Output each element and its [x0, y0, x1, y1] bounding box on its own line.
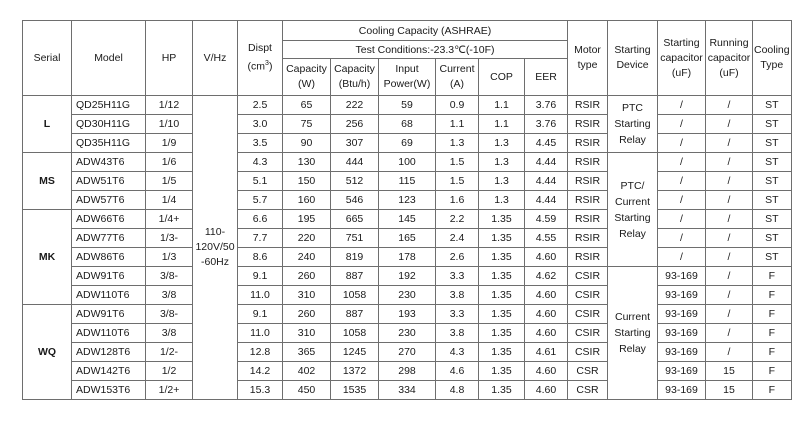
- running-capacitor-cell: /: [706, 248, 753, 267]
- header-starting-device: Starting Device: [608, 21, 658, 96]
- cop-cell: 1.35: [479, 381, 525, 400]
- running-capacitor-cell: /: [706, 286, 753, 305]
- running-capacitor-cell: /: [706, 343, 753, 362]
- header-running-capacitor: Running capacitor (uF): [706, 21, 753, 96]
- cap-w-cell: 260: [283, 305, 331, 324]
- motor-cell: RSIR: [568, 172, 608, 191]
- running-capacitor-cell: /: [706, 324, 753, 343]
- disp-cell: 2.5: [238, 96, 283, 115]
- cap-w-cell: 365: [283, 343, 331, 362]
- motor-cell: CSIR: [568, 286, 608, 305]
- disp-cell: 9.1: [238, 267, 283, 286]
- input-cell: 298: [379, 362, 436, 381]
- eer-cell: 4.44: [525, 153, 568, 172]
- cap-w-cell: 450: [283, 381, 331, 400]
- current-cell: 2.6: [436, 248, 479, 267]
- starting-capacitor-cell: /: [658, 191, 706, 210]
- serial-cell: MK: [23, 210, 72, 305]
- starting-capacitor-cell: 93-169: [658, 381, 706, 400]
- motor-cell: RSIR: [568, 134, 608, 153]
- cap-btu-cell: 887: [331, 305, 379, 324]
- cooling-type-cell: ST: [753, 191, 792, 210]
- motor-cell: CSIR: [568, 267, 608, 286]
- header-displacement: [238, 21, 283, 96]
- motor-cell: CSIR: [568, 324, 608, 343]
- cap-w-cell: 130: [283, 153, 331, 172]
- eer-cell: 4.60: [525, 324, 568, 343]
- eer-cell: 4.60: [525, 305, 568, 324]
- cooling-type-cell: F: [753, 343, 792, 362]
- eer-cell: 3.76: [525, 96, 568, 115]
- header-test-conditions: Test Conditions:-23.3℃(-10F): [283, 41, 568, 59]
- cap-w-cell: 65: [283, 96, 331, 115]
- cap-w-cell: 195: [283, 210, 331, 229]
- cap-w-cell: 402: [283, 362, 331, 381]
- model-cell: ADW91T6: [72, 305, 146, 324]
- header-cooling-capacity: Cooling Capacity (ASHRAE): [283, 21, 568, 41]
- running-capacitor-cell: /: [706, 267, 753, 286]
- current-cell: 1.1: [436, 115, 479, 134]
- disp-cell: 6.6: [238, 210, 283, 229]
- starting-capacitor-cell: 93-169: [658, 267, 706, 286]
- hp-cell: 1/12: [146, 96, 193, 115]
- cop-cell: 1.35: [479, 229, 525, 248]
- cop-cell: 1.3: [479, 134, 525, 153]
- model-cell: ADW110T6: [72, 286, 146, 305]
- cop-cell: 1.35: [479, 267, 525, 286]
- cooling-type-cell: ST: [753, 248, 792, 267]
- current-cell: 4.6: [436, 362, 479, 381]
- header-displacement-sup: 3: [265, 60, 269, 68]
- eer-cell: 4.45: [525, 134, 568, 153]
- spec-table-container: [22, 20, 792, 400]
- motor-cell: RSIR: [568, 191, 608, 210]
- starting-capacitor-cell: /: [658, 134, 706, 153]
- current-cell: 2.2: [436, 210, 479, 229]
- motor-cell: CSIR: [568, 343, 608, 362]
- starting-capacitor-cell: 93-169: [658, 324, 706, 343]
- motor-cell: RSIR: [568, 115, 608, 134]
- table-row: [23, 381, 792, 400]
- cop-cell: 1.35: [479, 210, 525, 229]
- motor-cell: CSIR: [568, 305, 608, 324]
- header-serial: Serial: [23, 21, 72, 96]
- cap-w-cell: 310: [283, 286, 331, 305]
- cop-cell: 1.1: [479, 96, 525, 115]
- eer-cell: 4.44: [525, 172, 568, 191]
- disp-cell: 7.7: [238, 229, 283, 248]
- running-capacitor-cell: 15: [706, 362, 753, 381]
- cop-cell: 1.35: [479, 324, 525, 343]
- hp-cell: 3/8: [146, 324, 193, 343]
- cap-w-cell: 75: [283, 115, 331, 134]
- cop-cell: 1.35: [479, 248, 525, 267]
- cap-btu-cell: 222: [331, 96, 379, 115]
- starting-capacitor-cell: 93-169: [658, 305, 706, 324]
- cap-w-cell: 310: [283, 324, 331, 343]
- cooling-type-cell: F: [753, 381, 792, 400]
- input-cell: 334: [379, 381, 436, 400]
- cap-btu-cell: 1535: [331, 381, 379, 400]
- hp-cell: 1/2: [146, 362, 193, 381]
- header-eer: EER: [525, 59, 568, 96]
- model-cell: ADW142T6: [72, 362, 146, 381]
- cap-btu-cell: 1058: [331, 324, 379, 343]
- running-capacitor-cell: 15: [706, 381, 753, 400]
- table-row: [23, 115, 792, 134]
- current-cell: 1.3: [436, 134, 479, 153]
- model-cell: ADW128T6: [72, 343, 146, 362]
- cap-w-cell: 220: [283, 229, 331, 248]
- vhz-cell: 110- 120V/50 -60Hz: [193, 96, 238, 400]
- eer-cell: 4.59: [525, 210, 568, 229]
- model-cell: ADW86T6: [72, 248, 146, 267]
- starting-device-cell: Current Starting Relay: [608, 267, 658, 400]
- model-cell: QD35H11G: [72, 134, 146, 153]
- eer-cell: 4.44: [525, 191, 568, 210]
- header-vhz: V/Hz: [193, 21, 238, 96]
- disp-cell: 15.3: [238, 381, 283, 400]
- eer-cell: 3.76: [525, 115, 568, 134]
- running-capacitor-cell: /: [706, 115, 753, 134]
- eer-cell: 4.60: [525, 286, 568, 305]
- input-cell: 165: [379, 229, 436, 248]
- hp-cell: 1/4: [146, 191, 193, 210]
- cop-cell: 1.35: [479, 343, 525, 362]
- cop-cell: 1.3: [479, 191, 525, 210]
- eer-cell: 4.60: [525, 248, 568, 267]
- header-input-power: Input Power(W): [379, 59, 436, 96]
- model-cell: QD25H11G: [72, 96, 146, 115]
- input-cell: 68: [379, 115, 436, 134]
- header-current: Current (A): [436, 59, 479, 96]
- table-row: [23, 324, 792, 343]
- header-cop: COP: [479, 59, 525, 96]
- cooling-type-cell: ST: [753, 210, 792, 229]
- hp-cell: 1/6: [146, 153, 193, 172]
- cooling-type-cell: ST: [753, 229, 792, 248]
- header-displacement-unit: (cm: [247, 60, 266, 73]
- cooling-type-cell: F: [753, 324, 792, 343]
- disp-cell: 12.8: [238, 343, 283, 362]
- input-cell: 59: [379, 96, 436, 115]
- running-capacitor-cell: /: [706, 172, 753, 191]
- hp-cell: 1/5: [146, 172, 193, 191]
- disp-cell: 8.6: [238, 248, 283, 267]
- hp-cell: 1/9: [146, 134, 193, 153]
- input-cell: 178: [379, 248, 436, 267]
- input-cell: 193: [379, 305, 436, 324]
- current-cell: 1.6: [436, 191, 479, 210]
- current-cell: 1.5: [436, 172, 479, 191]
- hp-cell: 1/2-: [146, 343, 193, 362]
- eer-cell: 4.60: [525, 381, 568, 400]
- cooling-type-cell: ST: [753, 153, 792, 172]
- cooling-type-cell: ST: [753, 115, 792, 134]
- running-capacitor-cell: /: [706, 153, 753, 172]
- hp-cell: 1/3: [146, 248, 193, 267]
- header-model: Model: [72, 21, 146, 96]
- starting-capacitor-cell: /: [658, 210, 706, 229]
- motor-cell: RSIR: [568, 248, 608, 267]
- cooling-type-cell: F: [753, 286, 792, 305]
- table-row: [23, 362, 792, 381]
- hp-cell: 1/3-: [146, 229, 193, 248]
- starting-device-cell: PTC Starting Relay: [608, 96, 658, 153]
- model-cell: ADW110T6: [72, 324, 146, 343]
- disp-cell: 3.0: [238, 115, 283, 134]
- starting-capacitor-cell: 93-169: [658, 343, 706, 362]
- model-cell: QD30H11G: [72, 115, 146, 134]
- eer-cell: 4.60: [525, 362, 568, 381]
- header-displacement-close: ): [268, 60, 273, 73]
- eer-cell: 4.61: [525, 343, 568, 362]
- table-row: [23, 229, 792, 248]
- eer-cell: 4.55: [525, 229, 568, 248]
- model-cell: ADW57T6: [72, 191, 146, 210]
- current-cell: 3.3: [436, 305, 479, 324]
- input-cell: 230: [379, 286, 436, 305]
- starting-capacitor-cell: /: [658, 96, 706, 115]
- header-motor-type: Motor type: [568, 21, 608, 96]
- table-row: [23, 96, 792, 115]
- model-cell: ADW66T6: [72, 210, 146, 229]
- cap-btu-cell: 512: [331, 172, 379, 191]
- cop-cell: 1.3: [479, 172, 525, 191]
- header-capacity-btu: Capacity (Btu/h): [331, 59, 379, 96]
- starting-capacitor-cell: /: [658, 229, 706, 248]
- cap-w-cell: 150: [283, 172, 331, 191]
- disp-cell: 11.0: [238, 286, 283, 305]
- running-capacitor-cell: /: [706, 134, 753, 153]
- header-hp: HP: [146, 21, 193, 96]
- current-cell: 3.8: [436, 286, 479, 305]
- model-cell: ADW91T6: [72, 267, 146, 286]
- cap-btu-cell: 1372: [331, 362, 379, 381]
- table-row: [23, 267, 792, 286]
- input-cell: 230: [379, 324, 436, 343]
- cap-btu-cell: 819: [331, 248, 379, 267]
- cap-w-cell: 260: [283, 267, 331, 286]
- serial-cell: MS: [23, 153, 72, 210]
- table-row: [23, 191, 792, 210]
- hp-cell: 3/8-: [146, 305, 193, 324]
- cooling-type-cell: ST: [753, 96, 792, 115]
- cooling-type-cell: F: [753, 362, 792, 381]
- current-cell: 4.3: [436, 343, 479, 362]
- starting-capacitor-cell: /: [658, 248, 706, 267]
- hp-cell: 3/8-: [146, 267, 193, 286]
- starting-capacitor-cell: 93-169: [658, 362, 706, 381]
- cap-btu-cell: 1245: [331, 343, 379, 362]
- table-row: [23, 286, 792, 305]
- cap-btu-cell: 307: [331, 134, 379, 153]
- cooling-type-cell: ST: [753, 134, 792, 153]
- cooling-type-cell: F: [753, 267, 792, 286]
- table-row: [23, 248, 792, 267]
- cap-btu-cell: 887: [331, 267, 379, 286]
- running-capacitor-cell: /: [706, 191, 753, 210]
- header-starting-capacitor: Starting capacitor (uF): [658, 21, 706, 96]
- starting-device-cell: PTC/ Current Starting Relay: [608, 153, 658, 267]
- cap-btu-cell: 1058: [331, 286, 379, 305]
- cop-cell: 1.3: [479, 153, 525, 172]
- table-row: [23, 210, 792, 229]
- serial-cell: WQ: [23, 305, 72, 400]
- cap-btu-cell: 256: [331, 115, 379, 134]
- current-cell: 0.9: [436, 96, 479, 115]
- header-capacity-w: Capacity (W): [283, 59, 331, 96]
- table-row: [23, 172, 792, 191]
- cap-btu-cell: 444: [331, 153, 379, 172]
- disp-cell: 3.5: [238, 134, 283, 153]
- input-cell: 192: [379, 267, 436, 286]
- cooling-type-cell: ST: [753, 172, 792, 191]
- header-cooling-type: Cooling Type: [753, 21, 792, 96]
- running-capacitor-cell: /: [706, 210, 753, 229]
- current-cell: 2.4: [436, 229, 479, 248]
- cap-btu-cell: 751: [331, 229, 379, 248]
- table-row: [23, 153, 792, 172]
- input-cell: 69: [379, 134, 436, 153]
- running-capacitor-cell: /: [706, 96, 753, 115]
- starting-capacitor-cell: /: [658, 172, 706, 191]
- running-capacitor-cell: /: [706, 229, 753, 248]
- motor-cell: RSIR: [568, 96, 608, 115]
- serial-cell: L: [23, 96, 72, 153]
- current-cell: 3.3: [436, 267, 479, 286]
- disp-cell: 9.1: [238, 305, 283, 324]
- disp-cell: 14.2: [238, 362, 283, 381]
- table-row: [23, 305, 792, 324]
- motor-cell: RSIR: [568, 229, 608, 248]
- input-cell: 145: [379, 210, 436, 229]
- model-cell: ADW51T6: [72, 172, 146, 191]
- table-row: [23, 343, 792, 362]
- motor-cell: CSR: [568, 362, 608, 381]
- motor-cell: RSIR: [568, 153, 608, 172]
- cap-w-cell: 90: [283, 134, 331, 153]
- motor-cell: CSR: [568, 381, 608, 400]
- hp-cell: 1/10: [146, 115, 193, 134]
- disp-cell: 11.0: [238, 324, 283, 343]
- disp-cell: 5.1: [238, 172, 283, 191]
- cop-cell: 1.35: [479, 362, 525, 381]
- current-cell: 4.8: [436, 381, 479, 400]
- input-cell: 123: [379, 191, 436, 210]
- compressor-spec-table: [22, 20, 792, 400]
- cap-w-cell: 240: [283, 248, 331, 267]
- disp-cell: 5.7: [238, 191, 283, 210]
- starting-capacitor-cell: 93-169: [658, 286, 706, 305]
- disp-cell: 4.3: [238, 153, 283, 172]
- input-cell: 270: [379, 343, 436, 362]
- current-cell: 3.8: [436, 324, 479, 343]
- cop-cell: 1.35: [479, 286, 525, 305]
- input-cell: 115: [379, 172, 436, 191]
- cop-cell: 1.1: [479, 115, 525, 134]
- cap-btu-cell: 665: [331, 210, 379, 229]
- header-displacement-label: Dispt: [248, 42, 272, 55]
- model-cell: ADW77T6: [72, 229, 146, 248]
- cap-btu-cell: 546: [331, 191, 379, 210]
- hp-cell: 1/2+: [146, 381, 193, 400]
- motor-cell: RSIR: [568, 210, 608, 229]
- eer-cell: 4.62: [525, 267, 568, 286]
- starting-capacitor-cell: /: [658, 115, 706, 134]
- model-cell: ADW43T6: [72, 153, 146, 172]
- running-capacitor-cell: /: [706, 305, 753, 324]
- current-cell: 1.5: [436, 153, 479, 172]
- table-row: [23, 134, 792, 153]
- model-cell: ADW153T6: [72, 381, 146, 400]
- cop-cell: 1.35: [479, 305, 525, 324]
- cooling-type-cell: F: [753, 305, 792, 324]
- hp-cell: 3/8: [146, 286, 193, 305]
- hp-cell: 1/4+: [146, 210, 193, 229]
- cap-w-cell: 160: [283, 191, 331, 210]
- input-cell: 100: [379, 153, 436, 172]
- starting-capacitor-cell: /: [658, 153, 706, 172]
